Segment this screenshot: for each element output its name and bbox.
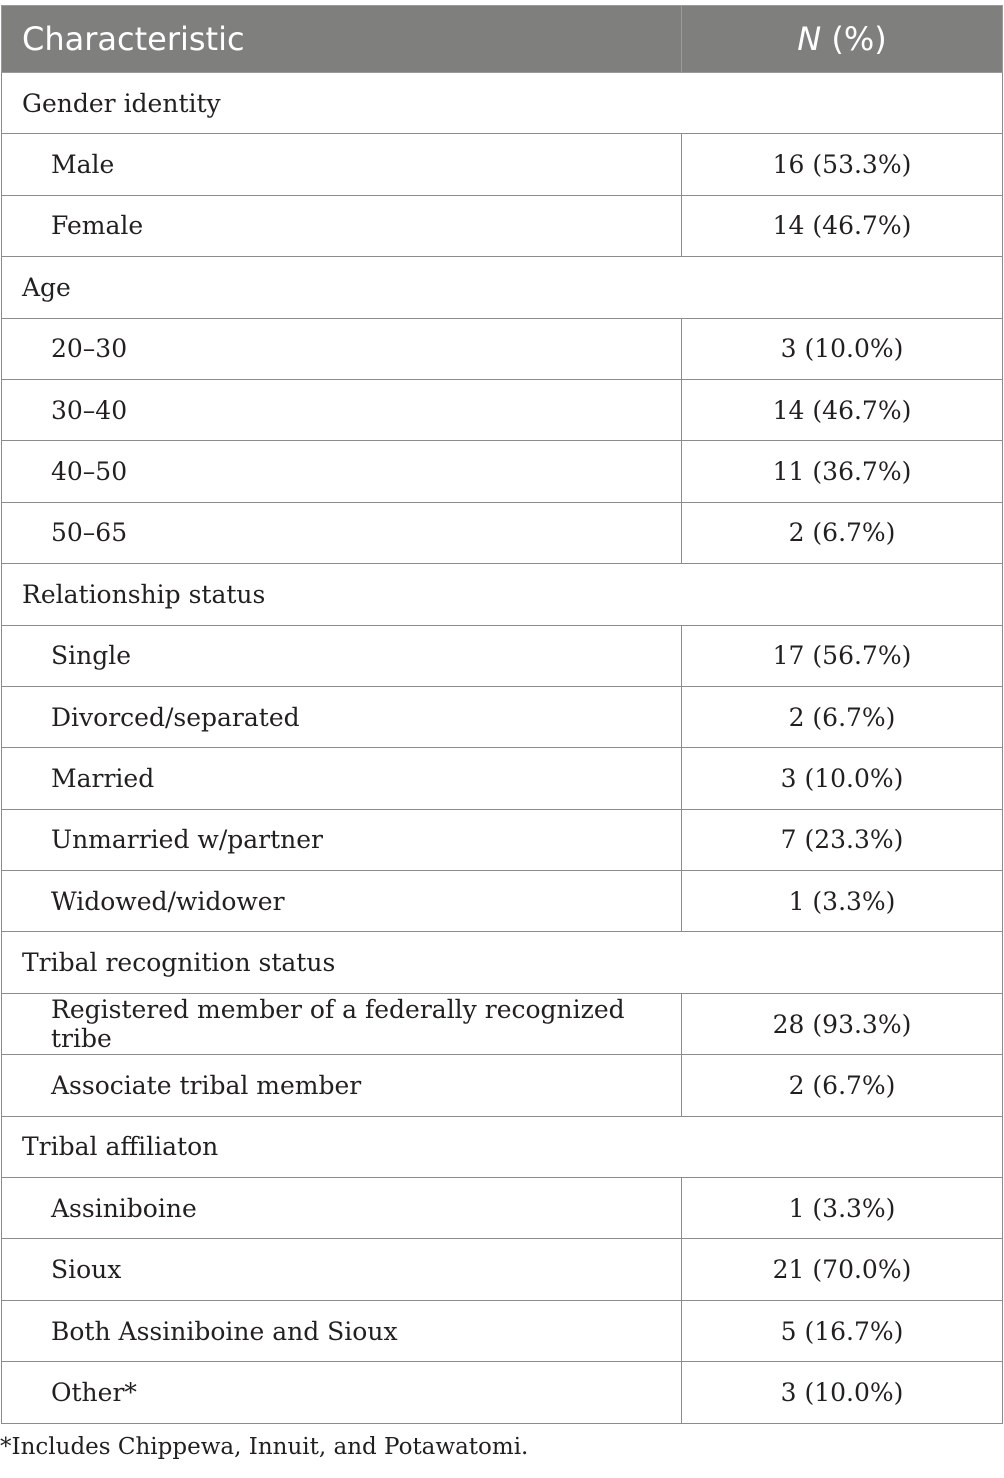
row-label: Other* [2, 1362, 682, 1423]
row-value: 2 (6.7%) [682, 686, 1003, 747]
percent-suffix: (%) [821, 20, 887, 58]
row-label: Single [2, 625, 682, 686]
table-row [2, 379, 1003, 440]
column-header-characteristic: Characteristic [2, 6, 682, 73]
table-row [2, 1239, 1003, 1300]
table-footnote: *Includes Chippewa, Innuit, and Potawatomi. [0, 1434, 529, 1460]
table-row [2, 871, 1003, 932]
section-row [2, 564, 1003, 625]
row-label: Female [2, 195, 682, 256]
section-title: Tribal recognition status [2, 932, 1003, 993]
row-label: Sioux [2, 1239, 682, 1300]
row-value: 7 (23.3%) [682, 809, 1003, 870]
column-header-count-percent [682, 6, 1003, 73]
table-row [2, 625, 1003, 686]
row-value: 1 (3.3%) [682, 871, 1003, 932]
row-label: 40–50 [2, 441, 682, 502]
row-value: 17 (56.7%) [682, 625, 1003, 686]
row-value: 21 (70.0%) [682, 1239, 1003, 1300]
section-row [2, 1116, 1003, 1177]
row-label: Both Assiniboine and Sioux [2, 1300, 682, 1361]
row-value: 3 (10.0%) [682, 748, 1003, 809]
table-row [2, 1362, 1003, 1423]
section-title: Tribal affiliaton [2, 1116, 1003, 1177]
table-row [2, 748, 1003, 809]
table-row [2, 134, 1003, 195]
row-label: Married [2, 748, 682, 809]
section-title: Gender identity [2, 73, 1003, 134]
table-body [2, 73, 1003, 1424]
row-label: Assiniboine [2, 1178, 682, 1239]
row-value: 14 (46.7%) [682, 195, 1003, 256]
section-row [2, 932, 1003, 993]
table-row [2, 441, 1003, 502]
section-row [2, 73, 1003, 134]
section-title: Relationship status [2, 564, 1003, 625]
row-label: Male [2, 134, 682, 195]
row-label: 20–30 [2, 318, 682, 379]
table-row [2, 502, 1003, 563]
table-row [2, 195, 1003, 256]
section-title: Age [2, 257, 1003, 318]
row-label: Divorced/separated [2, 686, 682, 747]
row-value: 3 (10.0%) [682, 318, 1003, 379]
row-value: 14 (46.7%) [682, 379, 1003, 440]
table-row [2, 1055, 1003, 1116]
row-label: 30–40 [2, 379, 682, 440]
row-value: 1 (3.3%) [682, 1178, 1003, 1239]
row-value: 16 (53.3%) [682, 134, 1003, 195]
row-value: 3 (10.0%) [682, 1362, 1003, 1423]
row-label: Widowed/widower [2, 871, 682, 932]
section-row [2, 257, 1003, 318]
row-value: 2 (6.7%) [682, 1055, 1003, 1116]
table-row [2, 686, 1003, 747]
row-value: 11 (36.7%) [682, 441, 1003, 502]
n-symbol: N [797, 20, 822, 58]
row-label: Associate tribal member [2, 1055, 682, 1116]
header-row [2, 6, 1003, 73]
row-value: 2 (6.7%) [682, 502, 1003, 563]
table-row [2, 318, 1003, 379]
row-value: 28 (93.3%) [682, 993, 1003, 1054]
row-label: Registered member of a federally recognized tribe [2, 993, 682, 1054]
demographics-table [1, 5, 1003, 1424]
table-row [2, 809, 1003, 870]
row-label: Unmarried w/partner [2, 809, 682, 870]
row-label: 50–65 [2, 502, 682, 563]
row-value: 5 (16.7%) [682, 1300, 1003, 1361]
table-row [2, 1178, 1003, 1239]
table-header [2, 6, 1003, 73]
table-row [2, 993, 1003, 1054]
table-row [2, 1300, 1003, 1361]
